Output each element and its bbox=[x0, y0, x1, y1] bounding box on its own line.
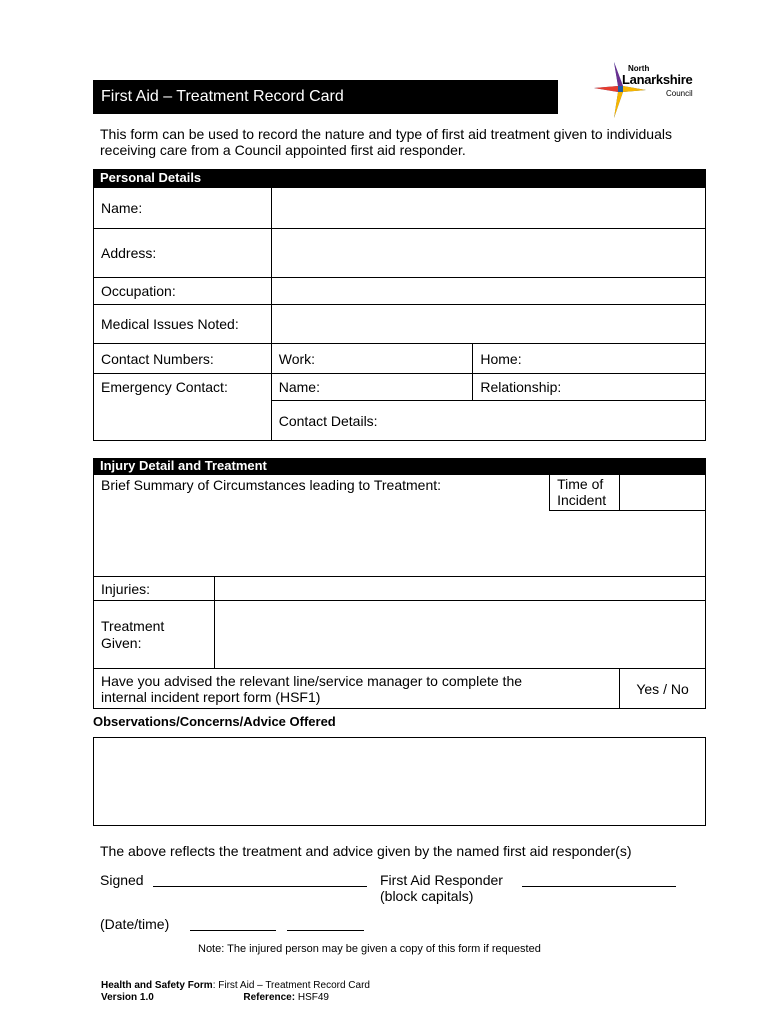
address-label: Address: bbox=[94, 229, 272, 278]
name-label: Name: bbox=[94, 188, 272, 229]
observations-label: Observations/Concerns/Advice Offered bbox=[93, 714, 336, 729]
name-field[interactable] bbox=[271, 188, 705, 229]
advised-manager-question bbox=[94, 669, 620, 709]
contact-numbers-label: Contact Numbers: bbox=[94, 344, 272, 374]
yes-no-field[interactable]: Yes / No bbox=[620, 669, 706, 709]
medical-issues-label: Medical Issues Noted: bbox=[94, 305, 272, 344]
footer bbox=[101, 980, 370, 1004]
date-line[interactable] bbox=[190, 930, 276, 931]
time-label-line1: Time of bbox=[557, 476, 604, 492]
personal-details-header: Personal Details bbox=[93, 169, 706, 187]
summary-label: Brief Summary of Circumstances leading to Treatment: bbox=[101, 477, 442, 493]
address-field[interactable] bbox=[271, 229, 705, 278]
footer-reference-label: Reference: bbox=[243, 992, 296, 1003]
observations-field[interactable] bbox=[93, 737, 706, 826]
treatment-given-field[interactable] bbox=[214, 601, 705, 669]
time-of-incident-field[interactable] bbox=[620, 475, 706, 511]
medical-issues-field[interactable] bbox=[271, 305, 705, 344]
treatment-given-label bbox=[94, 601, 215, 669]
injury-header: Injury Detail and Treatment bbox=[93, 458, 706, 474]
first-aid-responder-label bbox=[380, 872, 503, 904]
responder-name-line[interactable] bbox=[522, 886, 676, 887]
date-time-label: (Date/time) bbox=[100, 916, 170, 932]
signature-line[interactable] bbox=[153, 886, 367, 887]
reflect-statement: The above reflects the treatment and advice given by the named first aid responder(s) bbox=[100, 843, 632, 859]
injury-table bbox=[93, 474, 706, 709]
relationship-field[interactable]: Relationship: bbox=[473, 374, 706, 401]
advised-line1: Have you advised the relevant line/service manager to complete the bbox=[101, 672, 523, 689]
occupation-label: Occupation: bbox=[94, 278, 272, 305]
home-number-field[interactable]: Home: bbox=[473, 344, 706, 374]
contact-details-field[interactable]: Contact Details: bbox=[271, 401, 705, 441]
injuries-label: Injuries: bbox=[94, 577, 215, 601]
time-label-line2: Incident bbox=[557, 492, 607, 508]
injuries-field[interactable] bbox=[214, 577, 705, 601]
form-title: First Aid – Treatment Record Card bbox=[93, 80, 558, 114]
time-of-incident-label bbox=[550, 475, 620, 511]
advised-line2: internal incident report form (HSF1) bbox=[101, 688, 321, 705]
emergency-name-field[interactable]: Name: bbox=[271, 374, 473, 401]
intro-text: This form can be used to record the nature and type of first aid treatment given to individuals receiving care from a Council appointed first aid responder. bbox=[100, 126, 672, 158]
treatment-label-line1: Treatment bbox=[101, 617, 165, 634]
logo-text-north: North bbox=[628, 64, 650, 73]
logo-text-council: Council bbox=[666, 89, 693, 98]
footer-reference-value: HSF49 bbox=[295, 992, 329, 1003]
summary-field[interactable] bbox=[94, 475, 550, 577]
logo-text-lanarkshire: Lanarkshire bbox=[622, 72, 693, 87]
time-line[interactable] bbox=[287, 930, 364, 931]
footer-version: Version 1.0 bbox=[101, 992, 154, 1003]
council-logo bbox=[590, 58, 700, 124]
summary-field-extension[interactable] bbox=[550, 511, 706, 577]
block-capitals-label: (block capitals) bbox=[380, 888, 474, 904]
personal-details-table bbox=[93, 187, 706, 441]
signed-label: Signed bbox=[100, 872, 144, 888]
work-number-field[interactable]: Work: bbox=[271, 344, 473, 374]
responder-label: First Aid Responder bbox=[380, 872, 503, 888]
footer-form-value: : First Aid – Treatment Record Card bbox=[212, 980, 370, 991]
occupation-field[interactable] bbox=[271, 278, 705, 305]
treatment-label-line2: Given: bbox=[101, 634, 142, 651]
copy-note: Note: The injured person may be given a copy of this form if requested bbox=[198, 943, 541, 955]
footer-form-label: Health and Safety Form bbox=[101, 980, 213, 991]
emergency-contact-label: Emergency Contact: bbox=[94, 374, 272, 441]
